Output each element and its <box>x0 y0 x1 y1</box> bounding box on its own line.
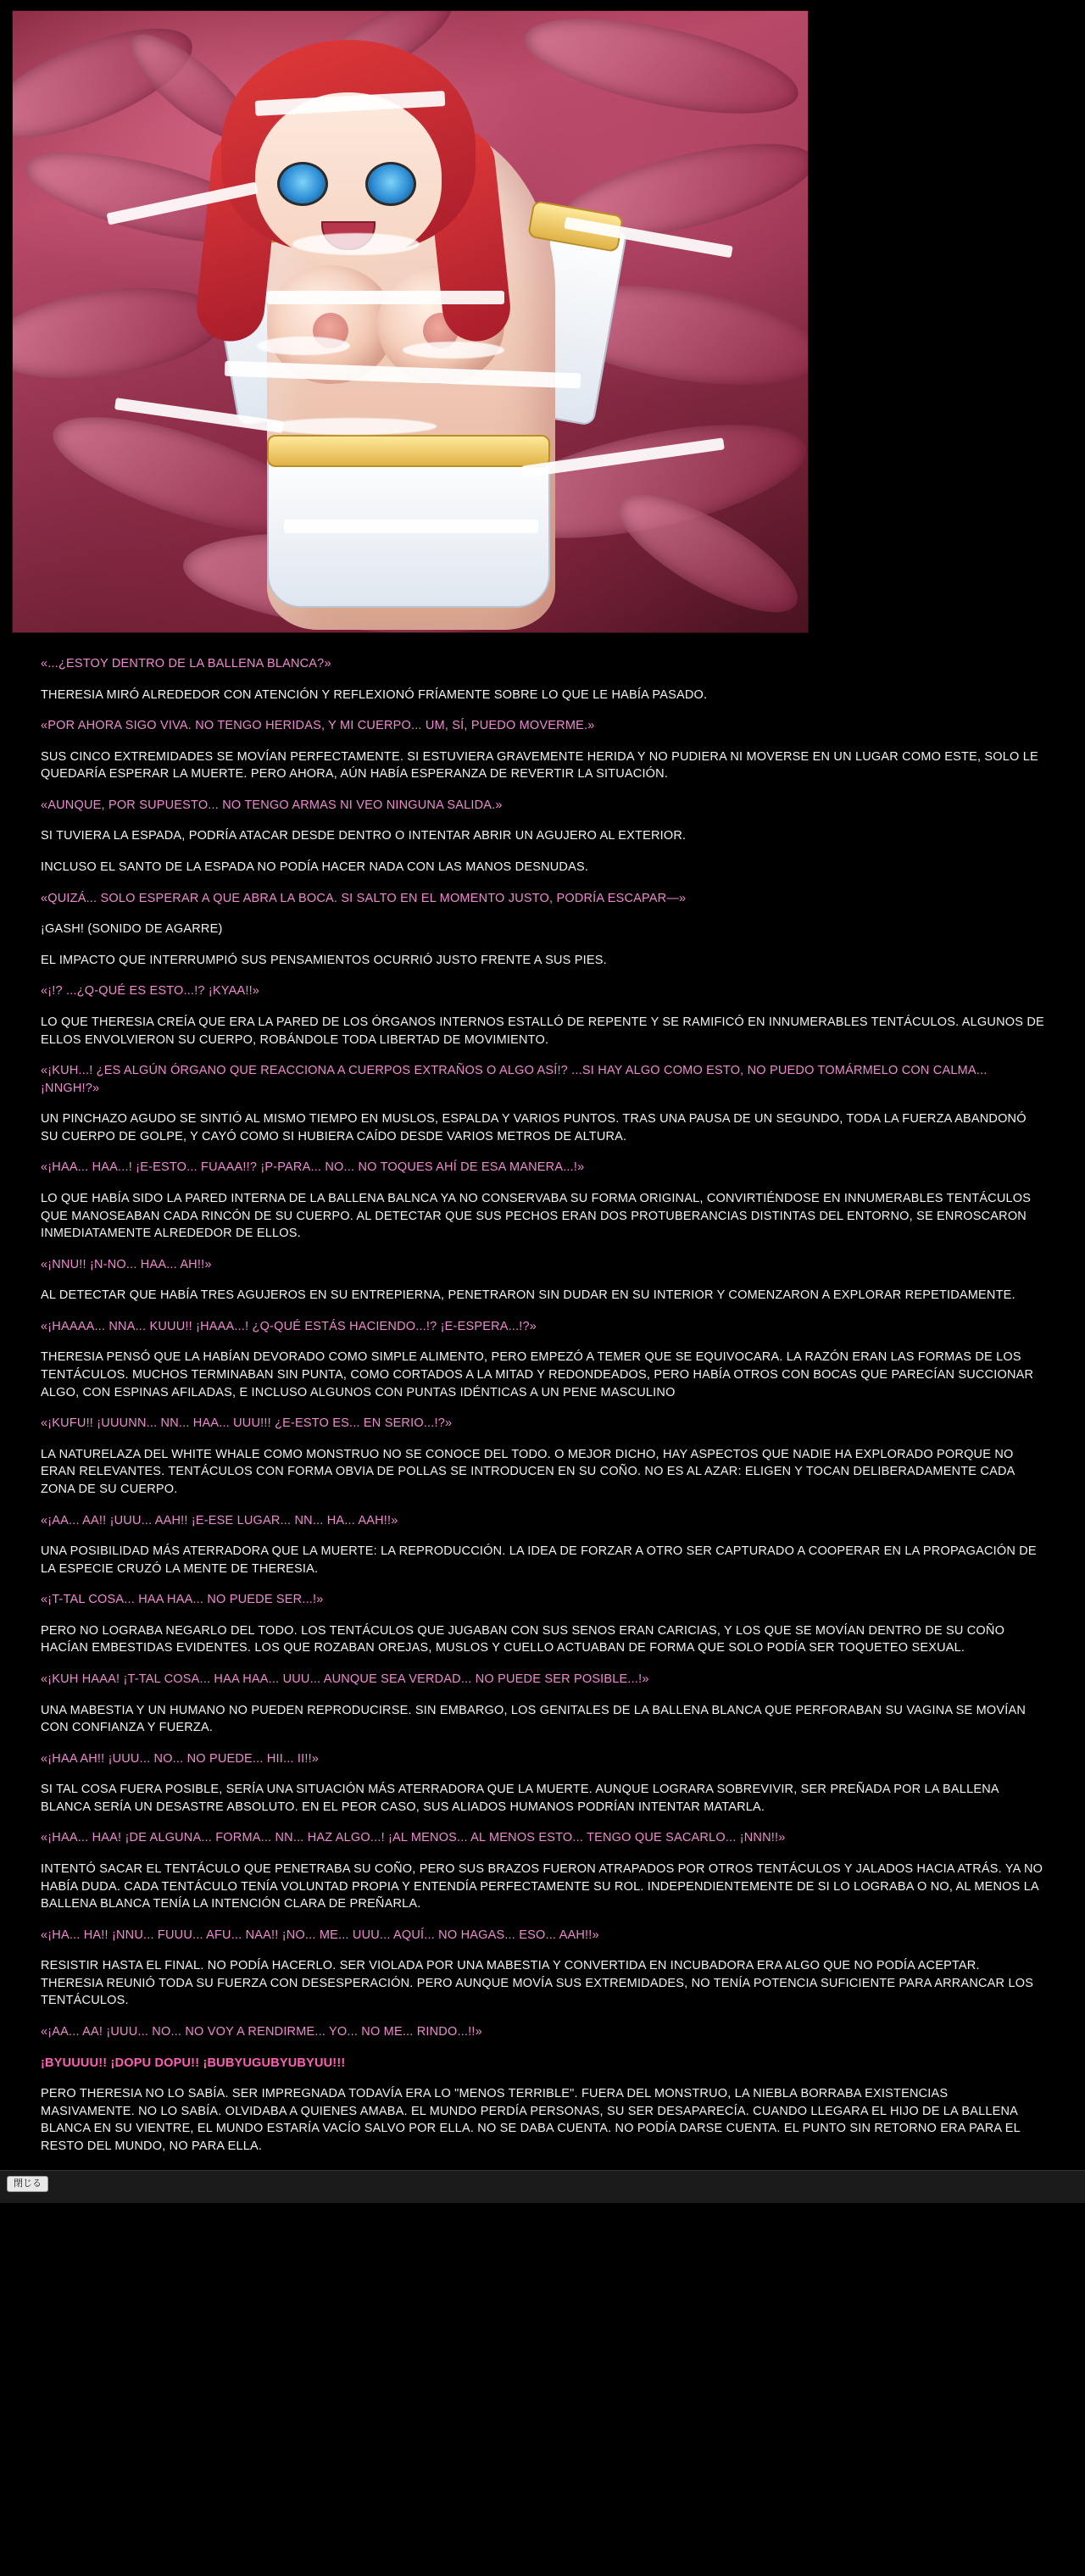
narration-paragraph: UN PINCHAZO AGUDO SE SINTIÓ AL MISMO TIEMPO EN MUSLOS, ESPALDA Y VARIOS PUNTOS. TRAS UNA PAUSA DE UN SEGUNDO, TODA LA FUERZA ABANDONÓ SU CUERPO DE GOLPE, Y CAYÓ COMO SI HUBIERA CAÍDO DESDE VARIOS METROS DE ALTURA. <box>41 1112 1027 1143</box>
sfx-paragraph: ¡GASH! (SONIDO DE AGARRE) <box>41 922 223 937</box>
fluid-splash <box>403 342 504 359</box>
fluid-splash <box>292 233 420 255</box>
thought-paragraph: «¡HAA... HAA...! ¡E-ESTO... FUAAA!!? ¡P-PARA... NO... NO TOQUES AHÍ DE ESA MANERA...!» <box>41 1160 585 1175</box>
narration-paragraph: UNA MABESTIA Y UN HUMANO NO PUEDEN REPRODUCIRSE. SIN EMBARGO, LOS GENITALES DE LA BALLENA BLANCA QUE PERFORABAN SU VAGINA SE MOVÍAN CON CONFIANZA Y FUERZA. <box>41 1703 1027 1735</box>
thought-paragraph: «QUIZÁ... SOLO ESPERAR A QUE ABRA LA BOCA. SI SALTO EN EL MOMENTO JUSTO, PODRÍA ESCAPAR—» <box>41 891 687 905</box>
thought-paragraph: «¡HA... HA!! ¡NNU... FUUU... AFU... NAA!! ¡NO... ME... UUU... AQUÍ... NO HAGAS... ESO... AAH!!» <box>41 1928 599 1942</box>
thought-paragraph: «¡NNU!! ¡N-NO... HAA... AH!!» <box>41 1257 212 1271</box>
narration-paragraph: SUS CINCO EXTREMIDADES SE MOVÍAN PERFECTAMENTE. SI ESTUVIERA GRAVEMENTE HERIDA Y NO PUDIERA NI MOVERSE EN UN LUGAR COMO ESTE, SOLO LE QUEDARÍA ESPERAR LA MUERTE. PERO AHORA, AÚN HABÍA ESPERANZA DE REVERTIR LA SITUACIÓN. <box>41 749 1038 782</box>
narration-paragraph: INCLUSO EL SANTO DE LA ESPADA NO PODÍA HACER NADA CON LAS MANOS DESNUDAS. <box>41 860 589 875</box>
character-eye-right <box>365 162 416 206</box>
fluid-splash <box>267 418 437 435</box>
thought-paragraph: «¡HAA AH!! ¡UUU... NO... NO PUEDE... HII... II!!» <box>41 1751 320 1766</box>
fluid-splash <box>257 337 350 355</box>
scene-illustration <box>12 10 809 633</box>
character-eye-left <box>277 162 328 206</box>
narration-paragraph: THERESIA PENSÓ QUE LA HABÍAN DEVORADO COMO SIMPLE ALIMENTO, PERO EMPEZÓ A TEMER QUE SE EQUIVOCARA. LA RAZÓN ERAN LAS FORMAS DE LOS TENTÁCULOS. MUCHOS TERMINABAN SIN PUNTA, COMO CORTADOS A LA MITAD Y REDONDEADOS, PERO HABÍA OTROS CON BOCAS QUE PARECÍAN SUCCIONAR ALGO, CON ESPINAS AFILADAS, E INCLUSO ALGUNOS CON PUNTAS IDÉNTICAS A UN PENE MASCULINO <box>41 1350 1034 1399</box>
narration-paragraph: LO QUE THERESIA CREÍA QUE ERA LA PARED DE LOS ÓRGANOS INTERNOS ESTALLÓ DE REPENTE Y SE RAMIFICÓ EN INNUMERABLES TENTÁCULOS. ALGUNOS DE ELLOS ENVOLVIERON SU CUERPO, ROBÁNDOLE TODA LIBERTAD DE MOVIMIENTO. <box>41 1015 1044 1047</box>
narration-paragraph: EL IMPACTO QUE INTERRUMPIÓ SUS PENSAMIENTOS OCURRIÓ JUSTO FRENTE A SUS PIES. <box>41 953 607 967</box>
thought-paragraph: «¡KUH HAAA! ¡T-TAL COSA... HAA HAA... UUU... AUNQUE SEA VERDAD... NO PUEDE SER POSIBLE...!» <box>41 1672 649 1686</box>
footer-bar <box>0 2170 1085 2203</box>
thought-paragraph: «¡HAAAA... NNA... KUUU!! ¡HAAA...! ¿Q-QUÉ ESTÁS HACIENDO...!? ¡E-ESPERA...!?» <box>41 1319 537 1333</box>
thought-paragraph: «¡AA... AA!! ¡UUU... AAH!! ¡E-ESE LUGAR... NN... HA... AAH!!» <box>41 1513 398 1527</box>
narration-paragraph: UNA POSIBILIDAD MÁS ATERRADORA QUE LA MUERTE: LA REPRODUCCIÓN. LA IDEA DE FORZAR A OTRO SER CAPTURADO A COOPERAR EN LA PROPAGACIÓN DE LA ESPECIE CRUZÓ LA MENTE DE THERESIA. <box>41 1544 1037 1576</box>
thought-paragraph: «¡KUH...! ¿ES ALGÚN ÓRGANO QUE REACCIONA A CUERPOS EXTRAÑOS O ALGO ASÍ!? ...SI HAY ALGO COMO ESTO, NO PUEDO TOMÁRMELO CON CALMA... ¡NNGH!?» <box>41 1064 988 1095</box>
censor-bar <box>267 291 504 304</box>
story-text-body <box>20 655 1065 2156</box>
thought-paragraph: «¡!? ...¿Q-QUÉ ES ESTO...!? ¡KYAA!!» <box>41 984 260 999</box>
narration-paragraph: PERO NO LOGRABA NEGARLO DEL TODO. LOS TENTÁCULOS QUE JUGABAN CON SUS SENOS ERAN CARICIAS, Y LOS QUE SE MOVÍAN DENTRO DE SU COÑO HACÍAN EMBESTIDAS EVIDENTES. LOS QUE ROZABAN OREJAS, MUSLOS Y CUELLO ACTUABAN DE FORMA QUE SOLO PODÍA SER TOQUETEO SEXUAL. <box>41 1623 1005 1655</box>
narration-paragraph: LO QUE HABÍA SIDO LA PARED INTERNA DE LA BALLENA BALNCA YA NO CONSERVABA SU FORMA ORIGINAL, CONVIRTIÉNDOSE EN INNUMERABLES TENTÁCULOS QUE MANOSEABAN CADA RINCÓN DE SU CUERPO. AL DETECTAR QUE SUS PECHOS ERAN DOS PROTUBERANCIAS DISTINTAS DEL ENTORNO, SE ENROSCARON INMEDIATAMENTE ALREDEDOR DE ELLOS. <box>41 1191 1032 1241</box>
sfx-paragraph: ¡BYUUUU!! ¡DOPU DOPU!! ¡BUBYUGUBYUBYUU!!! <box>41 2056 346 2070</box>
narration-paragraph: LA NATURELAZA DEL WHITE WHALE COMO MONSTRUO NO SE CONOCE DEL TODO. O MEJOR DICHO, HAY ASPECTOS QUE NADIE HA EXPLORADO PORQUE NO ERAN RELEVANTES. TENTÁCULOS CON FORMA OBVIA DE POLLAS SE INTRODUCEN EN SU COÑO. NO ES AL AZAR: ELIGEN Y TOCAN DELIBERADAMENTE CADA ZONA DE SU CUERPO. <box>41 1447 1015 1496</box>
censor-bar <box>284 520 538 533</box>
thought-paragraph: «...¿ESTOY DENTRO DE LA BALLENA BLANCA?» <box>41 657 331 670</box>
thought-paragraph: «¡AA... AA! ¡UUU... NO... NO VOY A RENDIRME... YO... NO ME... RINDO...!!» <box>41 2025 482 2039</box>
thought-paragraph: «¡HAA... HAA! ¡DE ALGUNA... FORMA... NN... HAZ ALGO...! ¡AL MENOS... AL MENOS ESTO... TENGO QUE SACARLO... ¡NNN!!» <box>41 1831 786 1845</box>
narration-paragraph: THERESIA MIRÓ ALREDEDOR CON ATENCIÓN Y REFLEXIONÓ FRÍAMENTE SOBRE LO QUE LE HABÍA PASADO. <box>41 687 708 702</box>
narration-paragraph: SI TAL COSA FUERA POSIBLE, SERÍA UNA SITUACIÓN MÁS ATERRADORA QUE LA MUERTE. AUNQUE LOGRARA SOBREVIVIR, SER PREÑADA POR LA BALLENA BLANCA SERÍA UN DESASTRE ABSOLUTO. EN EL PEOR CASO, SUS ALIADOS HUMANOS PODRÍAN INTENTAR MATARLA. <box>41 1783 999 1814</box>
close-button[interactable]: 閉じる <box>7 2176 48 2192</box>
thought-paragraph: «¡T-TAL COSA... HAA HAA... NO PUEDE SER...!» <box>41 1593 324 1607</box>
thought-paragraph: «¡KUFU!! ¡UUUNN... NN... HAA... UUU!!! ¿E-ESTO ES... EN SERIO...!?» <box>41 1416 453 1431</box>
thought-paragraph: «AUNQUE, POR SUPUESTO... NO TENGO ARMAS NI VEO NINGUNA SALIDA.» <box>41 798 503 812</box>
narration-paragraph: AL DETECTAR QUE HABÍA TRES AGUJEROS EN SU ENTREPIERNA, PENETRARON SIN DUDAR EN SU INTERIOR Y COMENZARON A EXPLORAR REPETIDAMENTE. <box>41 1288 1015 1303</box>
narration-paragraph: RESISTIR HASTA EL FINAL. NO PODÍA HACERLO. SER VIOLADA POR UNA MABESTIA Y CONVERTIDA EN INCUBADORA ERA ALGO QUE NO PODÍA ACEPTAR. THERESIA REUNIÓ TODA SU FUERZA CON DESESPERACIÓN. PERO AUNQUE MOVÍA SUS EXTREMIDADES, NO TENÍA POTENCIA SUFICIENTE PARA ARRANCAR LOS TENTÁCULOS. <box>41 1959 1034 2008</box>
armor-belt <box>267 435 550 467</box>
narration-paragraph: PERO THERESIA NO LO SABÍA. SER IMPREGNADA TODAVÍA ERA LO "MENOS TERRIBLE". FUERA DEL MONSTRUO, LA NIEBLA BORRABA EXISTENCIAS MASIVAMENTE. NO LO SABÍA. OLVIDABA A QUIENES AMABA. EL MUNDO PERDÍA PERSONAS, SU SER DESAPARECÍA. CUANDO LLEGARA EL HIJO DE LA BALLENA BLANCA EN SU VIENTRE, EL MUNDO ESTARÍA VACÍO SALVO POR ELLA. NO SE DABA CUENTA. NO PODÍA DARSE CUENTA. EL PUNTO SIN RETORNO ERA PARA EL RESTO DEL MUNDO, NO PARA ELLA. <box>41 2087 1021 2153</box>
thought-paragraph: «POR AHORA SIGO VIVA. NO TENGO HERIDAS, Y MI CUERPO... UM, SÍ, PUEDO MOVERME.» <box>41 719 595 733</box>
narration-paragraph: SI TUVIERA LA ESPADA, PODRÍA ATACAR DESDE DENTRO O INTENTAR ABRIR UN AGUJERO AL EXTERIOR. <box>41 829 687 843</box>
story-page <box>0 10 1085 2203</box>
narration-paragraph: INTENTÓ SACAR EL TENTÁCULO QUE PENETRABA SU COÑO, PERO SUS BRAZOS FUERON ATRAPADOS POR OTROS TENTÁCULOS Y JALADOS HACIA ATRÁS. YA NO HABÍA DUDA. CADA TENTÁCULO TENÍA VOLUNTAD PROPIA Y ENTENDÍA PERFECTAMENTE SU ROL. INDEPENDIENTEMENTE DE SI LO LOGRABA O NO, AL MENOS LA BALLENA BLANCA TENÍA LA INTENCIÓN CLARA DE PREÑARLA. <box>41 1862 1043 1911</box>
